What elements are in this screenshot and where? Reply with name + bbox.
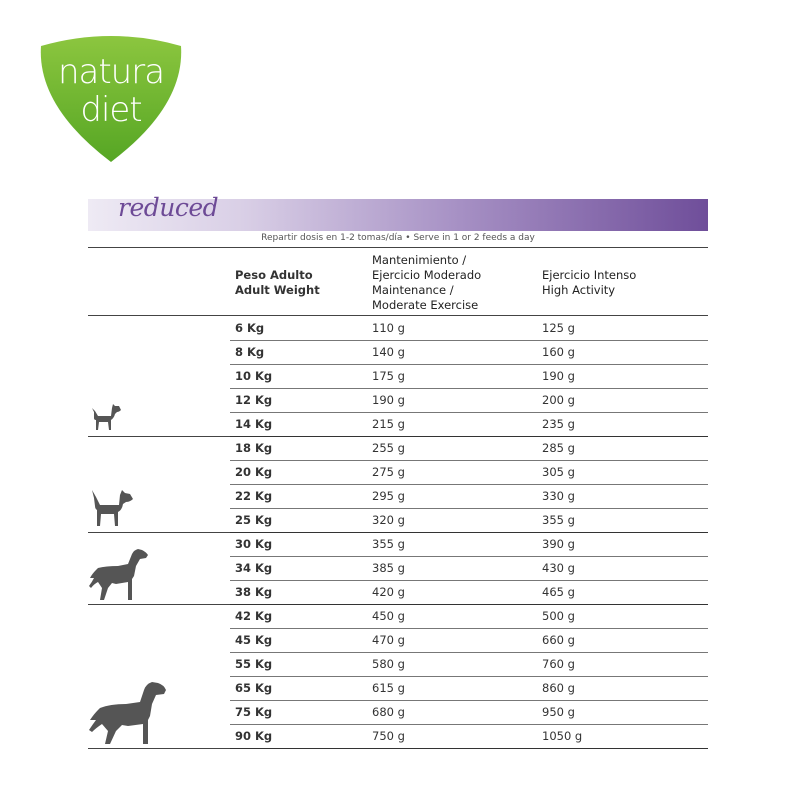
high-activity-amount-cell: 285 g bbox=[542, 441, 575, 455]
weight-cell: 34 Kg bbox=[235, 561, 273, 575]
weight-cell: 38 Kg bbox=[235, 585, 273, 599]
maintenance-amount-cell: 190 g bbox=[372, 393, 405, 407]
divider bbox=[88, 247, 708, 248]
high-activity-amount-cell: 330 g bbox=[542, 489, 575, 503]
table-row bbox=[230, 532, 708, 557]
maintenance-amount-cell: 255 g bbox=[372, 441, 405, 455]
logo-text-natura: natura bbox=[57, 52, 165, 92]
weight-cell: 90 Kg bbox=[235, 729, 273, 743]
header-maintenance-line2: Ejercicio Moderado bbox=[372, 268, 482, 282]
header-weight-es: Peso Adulto bbox=[235, 268, 313, 282]
serving-note: Repartir dosis en 1-2 tomas/día • Serve in 1 or 2 feeds a day bbox=[261, 233, 535, 243]
table-row bbox=[230, 556, 708, 581]
weight-cell: 65 Kg bbox=[235, 681, 273, 695]
maintenance-amount-cell: 580 g bbox=[372, 657, 405, 671]
maintenance-amount-cell: 215 g bbox=[372, 417, 405, 431]
maintenance-amount-cell: 355 g bbox=[372, 537, 405, 551]
table-row bbox=[230, 484, 708, 509]
table-row bbox=[230, 628, 708, 653]
maintenance-amount-cell: 615 g bbox=[372, 681, 405, 695]
table-row bbox=[230, 340, 708, 365]
header-maintenance-line3: Maintenance / bbox=[372, 283, 454, 297]
high-activity-amount-cell: 235 g bbox=[542, 417, 575, 431]
weight-cell: 75 Kg bbox=[235, 705, 273, 719]
header-weight-en: Adult Weight bbox=[235, 283, 320, 297]
weight-cell: 22 Kg bbox=[235, 489, 273, 503]
weight-cell: 12 Kg bbox=[235, 393, 273, 407]
group-divider bbox=[88, 604, 230, 605]
high-activity-amount-cell: 125 g bbox=[542, 321, 575, 335]
maintenance-amount-cell: 680 g bbox=[372, 705, 405, 719]
weight-cell: 42 Kg bbox=[235, 609, 273, 623]
high-activity-amount-cell: 1050 g bbox=[542, 729, 583, 743]
table-row bbox=[230, 508, 708, 533]
header-maintenance bbox=[372, 253, 481, 313]
table-row bbox=[230, 652, 708, 677]
product-name: reduced bbox=[118, 193, 219, 222]
giant-dog-icon bbox=[88, 676, 168, 746]
high-activity-amount-cell: 200 g bbox=[542, 393, 575, 407]
maintenance-amount-cell: 420 g bbox=[372, 585, 405, 599]
high-activity-amount-cell: 760 g bbox=[542, 657, 575, 671]
large-dog-icon bbox=[88, 546, 150, 602]
weight-cell: 8 Kg bbox=[235, 345, 265, 359]
table-row bbox=[230, 436, 708, 461]
maintenance-amount-cell: 385 g bbox=[372, 561, 405, 575]
weight-cell: 14 Kg bbox=[235, 417, 273, 431]
maintenance-amount-cell: 450 g bbox=[372, 609, 405, 623]
maintenance-amount-cell: 750 g bbox=[372, 729, 405, 743]
product-banner bbox=[88, 193, 708, 231]
group-divider bbox=[88, 748, 230, 749]
high-activity-amount-cell: 305 g bbox=[542, 465, 575, 479]
table-row bbox=[230, 700, 708, 725]
weight-cell: 18 Kg bbox=[235, 441, 273, 455]
table-row bbox=[230, 676, 708, 701]
group-divider bbox=[88, 436, 230, 437]
high-activity-amount-cell: 500 g bbox=[542, 609, 575, 623]
high-activity-amount-cell: 860 g bbox=[542, 681, 575, 695]
table-row bbox=[230, 412, 708, 437]
table-row bbox=[230, 316, 708, 341]
table-row bbox=[230, 580, 708, 605]
header-high-en: High Activity bbox=[542, 283, 616, 297]
table-row bbox=[230, 460, 708, 485]
header-maintenance-line4: Moderate Exercise bbox=[372, 298, 479, 312]
high-activity-amount-cell: 190 g bbox=[542, 369, 575, 383]
weight-cell: 10 Kg bbox=[235, 369, 273, 383]
header-high-es: Ejercicio Intenso bbox=[542, 268, 637, 282]
weight-cell: 20 Kg bbox=[235, 465, 273, 479]
weight-cell: 25 Kg bbox=[235, 513, 273, 527]
high-activity-amount-cell: 390 g bbox=[542, 537, 575, 551]
medium-dog-icon bbox=[88, 488, 134, 528]
header-maintenance-line1: Mantenimiento / bbox=[372, 253, 467, 267]
maintenance-amount-cell: 470 g bbox=[372, 633, 405, 647]
small-dog-icon bbox=[88, 402, 124, 432]
high-activity-amount-cell: 950 g bbox=[542, 705, 575, 719]
maintenance-amount-cell: 140 g bbox=[372, 345, 405, 359]
table-row bbox=[230, 364, 708, 389]
high-activity-amount-cell: 355 g bbox=[542, 513, 575, 527]
table-row bbox=[230, 724, 708, 749]
natura-diet-logo bbox=[35, 32, 187, 164]
high-activity-amount-cell: 465 g bbox=[542, 585, 575, 599]
maintenance-amount-cell: 175 g bbox=[372, 369, 405, 383]
weight-cell: 30 Kg bbox=[235, 537, 273, 551]
high-activity-amount-cell: 430 g bbox=[542, 561, 575, 575]
logo-text-diet: diet bbox=[80, 90, 142, 130]
maintenance-amount-cell: 320 g bbox=[372, 513, 405, 527]
table-row bbox=[230, 604, 708, 629]
maintenance-amount-cell: 110 g bbox=[372, 321, 405, 335]
header-high-activity bbox=[542, 268, 636, 298]
maintenance-amount-cell: 295 g bbox=[372, 489, 405, 503]
maintenance-amount-cell: 275 g bbox=[372, 465, 405, 479]
high-activity-amount-cell: 160 g bbox=[542, 345, 575, 359]
weight-cell: 6 Kg bbox=[235, 321, 265, 335]
weight-cell: 45 Kg bbox=[235, 633, 273, 647]
group-divider bbox=[88, 532, 230, 533]
header-weight bbox=[235, 268, 320, 298]
high-activity-amount-cell: 660 g bbox=[542, 633, 575, 647]
weight-cell: 55 Kg bbox=[235, 657, 273, 671]
table-row bbox=[230, 388, 708, 413]
